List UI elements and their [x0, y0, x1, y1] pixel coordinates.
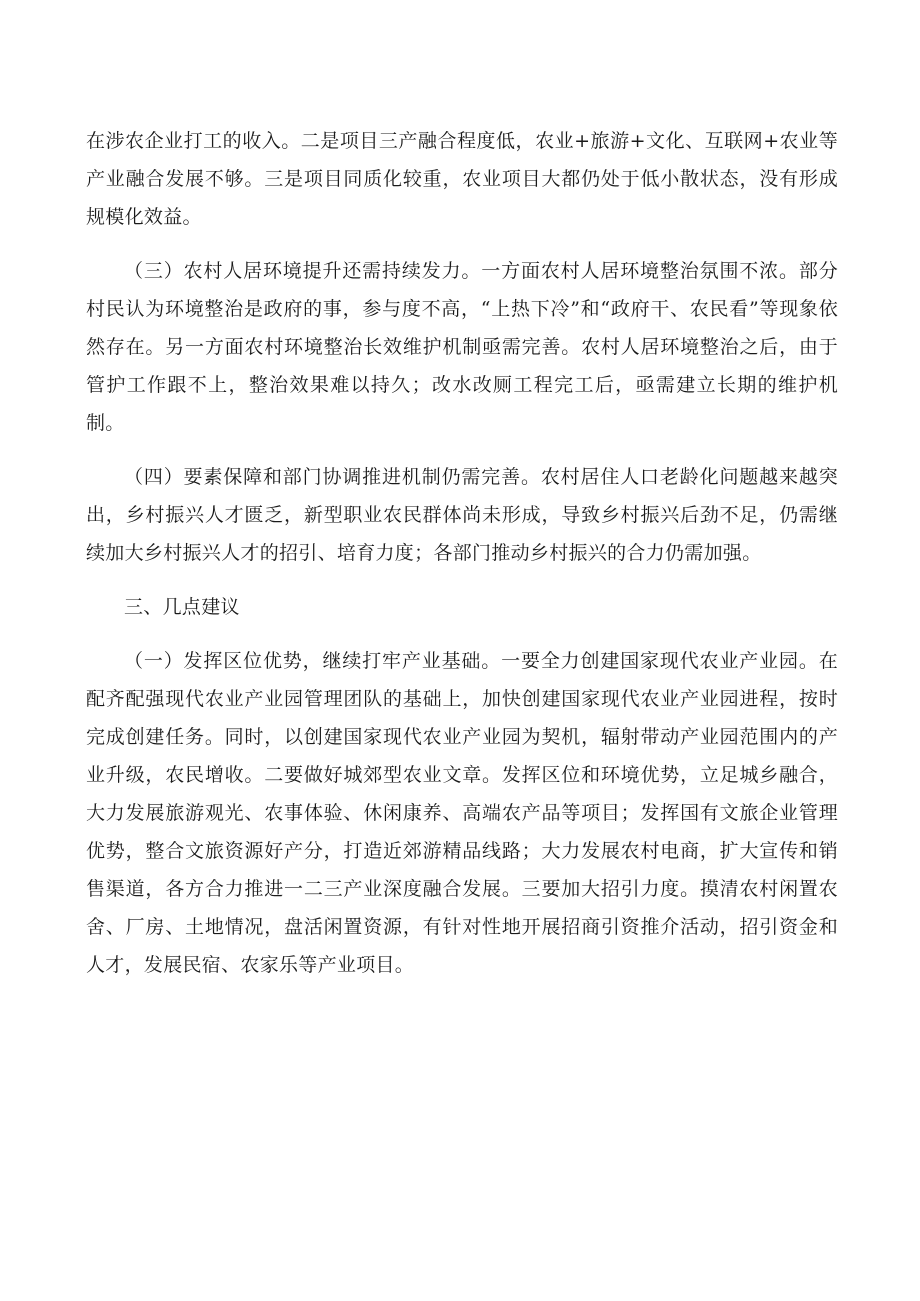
section-heading-suggestions: 三、几点建议: [124, 596, 240, 618]
document-body: [86, 122, 838, 1000]
paragraph-continuation: 在涉农企业打工的收入。二是项目三产融合程度低，农业+旅游+文化、互联网+农业等产业融合发展不够。三是项目同质化较重，农业项目大都仍处于低小散状态，没有形成规模化效益。: [86, 130, 838, 228]
paragraph-suggestion-1: （一）发挥区位优势，继续打牢产业基础。一要全力创建国家现代农业产业园。在配齐配强现代农业产业园管理团队的基础上，加快创建国家现代农业产业园进程，按时完成创建任务。同时，以创建国家现代农业产业园为契机，辐射带动产业园范围内的产业升级，农民增收。二要做好城郊型农业文章。发挥区位和环境优势，立足城乡融合，大力发展旅游观光、农事体验、休闲康养、高端农产品等项目；发挥国有文旅企业管理优势，整合文旅资源好产分，打造近郊游精品线路；大力发展农村电商，扩大宣传和销售渠道，各方合力推进一二三产业深度融合发展。三要加大招引力度。摸清农村闲置农舍、厂房、土地情况，盘活闲置资源，有针对性地开展招商引资推介活动，招引资金和人才，发展民宿、农家乐等产业项目。: [86, 650, 838, 976]
paragraph-section-3: （三）农村人居环境提升还需持续发力。一方面农村人居环境整治氛围不浓。部分村民认为环境整治是政府的事，参与度不高，“上热下冷”和“政府干、农民看”等现象依然存在。另一方面农村环境整治长效维护机制亟需完善。农村人居环境整治之后，由于管护工作跟不上，整治效果难以持久；改水改厕工程完工后，亟需建立长期的维护机制。: [86, 260, 838, 434]
paragraph-section-4: （四）要素保障和部门协调推进机制仍需完善。农村居住人口老龄化问题越来越突出，乡村振兴人才匮乏，新型职业农民群体尚未形成，导致乡村振兴后劲不足，仍需继续加大乡村振兴人才的招引、培育力度；各部门推动乡村振兴的合力仍需加强。: [86, 466, 838, 564]
